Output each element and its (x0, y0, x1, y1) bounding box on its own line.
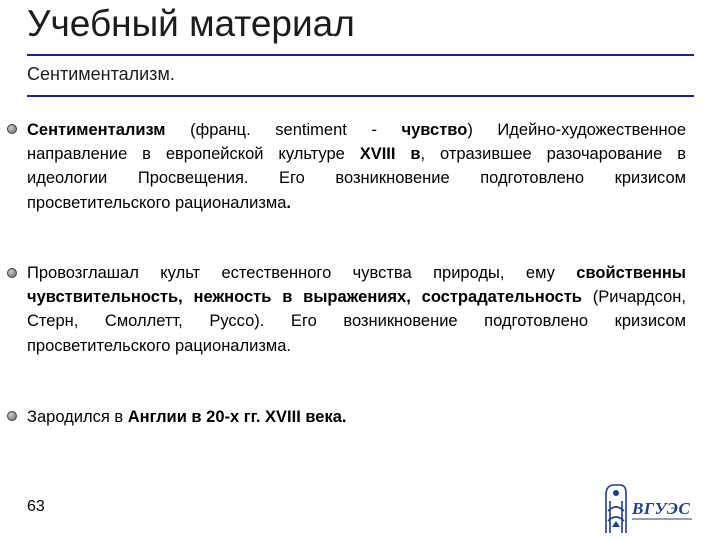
bullet-1-segment: ) Идейно-художественное направление в европейской культуре (27, 121, 687, 164)
bullet-3-segment: Зародился в (27, 408, 128, 426)
page-number: 63 (27, 498, 45, 515)
slide-subtitle: Сентиментализм. (27, 64, 175, 84)
bullet-1-segment: . (286, 193, 292, 212)
bullet-marker (7, 268, 17, 278)
bullet-1-segment: , отразившее разочарование в идеологии Просвещения. Его возникновение подготовлено кризисом просветительского рационализма (27, 145, 686, 212)
bullet-1-segment: (франц. sentiment - (165, 121, 402, 139)
bullet-3-segment: Англии в 20-х гг. XVIII века. (127, 408, 347, 426)
logo-wordmark: ВГУЭС (632, 499, 691, 518)
slide-title: Учебный материал (27, 3, 355, 44)
bullet-paragraph-1 (27, 118, 686, 215)
title-divider-bottom (27, 95, 694, 97)
university-logo-icon (596, 481, 696, 537)
title-divider-top (27, 54, 694, 56)
bullet-marker (7, 124, 17, 134)
bullet-paragraph-3 (27, 405, 686, 429)
bullet-1-segment: Сентиментализм (27, 121, 166, 139)
bullet-1-segment: чувство (401, 121, 468, 139)
bullet-2-segment: свойственны чувствительность, нежность в выражениях, сострадательность (27, 264, 686, 307)
bullet-1-segment: XVIII в (359, 145, 421, 164)
bullet-paragraph-2 (27, 261, 686, 358)
bullet-2-segment: (Ричардсон, Стерн, Смоллетт, Руссо). Его возникновение подготовлено кризисом просветительского рационализма. (27, 288, 686, 355)
bullet-marker (7, 411, 17, 421)
bullet-2-segment: Провозглашал культ естественного чувства природы, ему (27, 264, 577, 282)
